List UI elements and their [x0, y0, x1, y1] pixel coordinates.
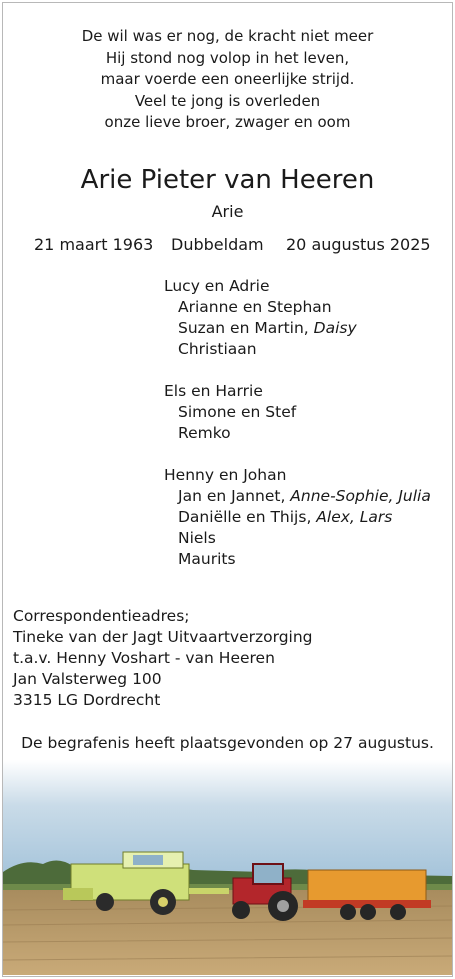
address-line: Jan Valsterweg 100: [13, 670, 162, 688]
poem-line: De wil was er nog, de kracht niet meer: [81, 27, 374, 45]
family-member: Simone en Stef: [178, 403, 297, 421]
family-member: Suzan en Martin, Daisy: [178, 319, 357, 337]
poem-line: maar voerde een oneerlijke strijd.: [100, 70, 355, 89]
harvest-landscape-photo: [3, 760, 452, 975]
family-group: [164, 465, 431, 570]
family-member: Remko: [178, 424, 231, 442]
family-head: Els en Harrie: [164, 382, 263, 400]
deceased-name: Arie Pieter van Heeren: [80, 165, 375, 195]
address-line: 3315 LG Dordrecht: [13, 691, 161, 709]
address-line: t.a.v. Henny Voshart - van Heeren: [13, 649, 275, 667]
poem: [0, 26, 455, 134]
poem-line: Veel te jong is overleden: [134, 91, 321, 110]
family-list: [164, 276, 431, 591]
family-member: Daniëlle en Thijs, Alex, Lars: [178, 508, 393, 526]
poem-line: Hij stond nog volop in het leven,: [105, 48, 350, 67]
family-member: Maurits: [178, 550, 236, 568]
family-member: Arianne en Stephan: [178, 298, 332, 316]
place: Dubbeldam: [171, 235, 264, 254]
family-group: [164, 381, 431, 444]
address-line: Tineke van der Jagt Uitvaartverzorging: [13, 628, 313, 646]
deceased-nickname: Arie: [211, 202, 244, 221]
correspondence-address: [13, 606, 313, 711]
family-member: Jan en Jannet, Anne-Sophie, Julia: [178, 487, 431, 505]
funeral-note: De begrafenis heeft plaatsgevonden op 27 augustus.: [21, 734, 434, 752]
poem-line: onze lieve broer, zwager en oom: [104, 113, 351, 132]
family-group: [164, 276, 431, 360]
family-head: Lucy en Adrie: [164, 277, 270, 295]
family-member: Christiaan: [178, 340, 257, 358]
death-date: 20 augustus 2025: [286, 235, 431, 254]
birth-date: 21 maart 1963: [34, 235, 154, 254]
family-member: Niels: [178, 529, 216, 547]
address-line: Correspondentieadres;: [13, 607, 190, 625]
family-head: Henny en Johan: [164, 466, 287, 484]
